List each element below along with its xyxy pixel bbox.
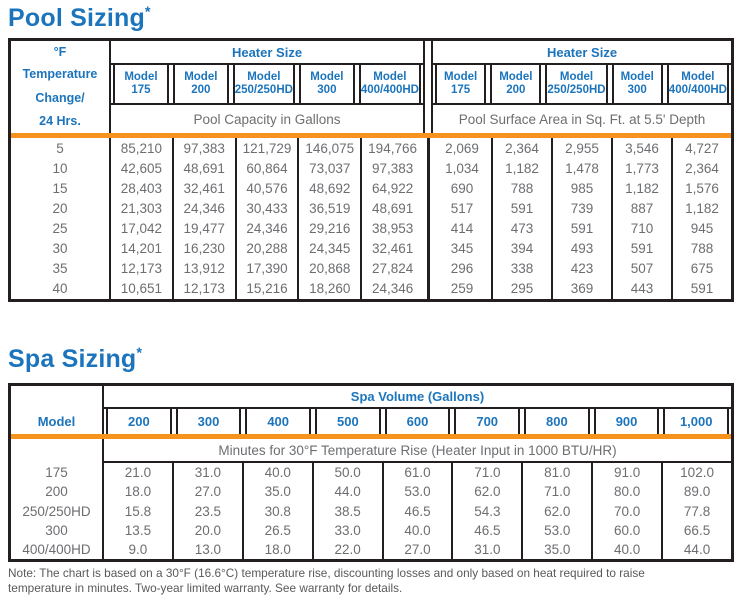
pool-corner-line-2: Temperature — [22, 67, 98, 81]
spa-title-asterisk: * — [136, 345, 143, 362]
spa-minute-value: 89.0 — [661, 482, 731, 501]
pool-title-asterisk: * — [144, 4, 151, 21]
model-label: Model — [184, 71, 218, 83]
spa-minute-value: 102.0 — [661, 463, 731, 482]
spa-minute-value: 26.5 — [242, 521, 312, 540]
spa-minute-value: 20.0 — [172, 521, 242, 540]
model-label: Model — [310, 71, 344, 83]
spa-minute-value: 61.0 — [382, 463, 452, 482]
pool-capacity-value: 18,260 — [297, 279, 360, 299]
model-label: Model — [247, 71, 281, 83]
spa-minute-cells — [104, 540, 731, 559]
model-label: Model — [559, 71, 594, 83]
spa-minute-value: 27.0 — [172, 482, 242, 501]
pool-table-row — [11, 219, 731, 239]
spa-volume-header-cell: 600 — [385, 409, 451, 434]
spa-minute-value: 71.0 — [451, 463, 521, 482]
pool-surface-cells — [433, 138, 731, 158]
spa-model-value: 400/400HD — [11, 540, 104, 559]
pool-capacity-value: 16,230 — [172, 239, 235, 259]
pool-surface-cells — [433, 198, 731, 218]
spa-minute-value: 38.5 — [312, 501, 382, 520]
model-header-cell — [113, 65, 169, 103]
pool-heater-size-header-left: Heater Size — [111, 41, 423, 65]
pool-table-header — [11, 41, 731, 133]
pool-capacity-value: 146,075 — [297, 138, 360, 158]
spa-volume-header-cell: 300 — [176, 409, 242, 434]
pool-table-body — [11, 138, 731, 299]
pool-temp-value: 25 — [11, 219, 111, 239]
pool-surface-cells — [433, 219, 731, 239]
pool-surface-value: 591 — [491, 198, 551, 218]
pool-surface-cells — [433, 158, 731, 178]
spa-minute-value: 91.0 — [591, 463, 661, 482]
model-header-cell — [667, 65, 729, 103]
pool-surface-value: 788 — [671, 239, 731, 259]
pool-corner-header — [11, 41, 111, 133]
model-label: Model — [443, 71, 478, 83]
pool-capacity-value: 64,922 — [360, 178, 423, 198]
spa-minutes-subheader: Minutes for 30°F Temperature Rise (Heater Input in 1000 BTU/HR) — [104, 439, 731, 463]
pool-capacity-value: 12,173 — [172, 279, 235, 299]
model-header-cell — [299, 65, 355, 103]
pool-model-row-right — [433, 65, 731, 103]
pool-table-row — [11, 259, 731, 279]
model-header-cell — [545, 65, 607, 103]
spa-minute-value: 66.5 — [661, 521, 731, 540]
spa-minute-value: 9.0 — [128, 541, 148, 557]
spa-volume-header-cell: 400 — [245, 409, 311, 434]
model-header-cell — [173, 65, 229, 103]
spa-minute-value: 80.0 — [591, 482, 661, 501]
spa-model-value: 175 — [11, 463, 104, 482]
spa-minute-value: 13.5 — [124, 522, 152, 538]
pool-surface-value: 2,364 — [491, 138, 551, 158]
pool-table-row — [11, 279, 731, 299]
pool-capacity-value: 32,461 — [172, 178, 235, 198]
spa-minute-value: 35.0 — [242, 482, 312, 501]
pool-surface-value: 1,182 — [671, 198, 731, 218]
spa-minute-value: 31.0 — [451, 540, 521, 559]
spa-minute-value: 53.0 — [521, 521, 591, 540]
pool-surface-value: 1,182 — [611, 178, 671, 198]
pool-capacity-value: 48,691 — [360, 198, 423, 218]
pool-capacity-value: 48,691 — [172, 158, 235, 178]
spa-corner-header — [11, 386, 104, 434]
spa-minute-value: 46.5 — [451, 521, 521, 540]
pool-capacity-cells — [111, 239, 423, 259]
spa-volume-header-cell: 200 — [106, 409, 172, 434]
spa-minute-value: 40.0 — [591, 540, 661, 559]
pool-table-row — [11, 158, 731, 178]
pool-heater-size-header-right: Heater Size — [433, 41, 731, 65]
spa-volume-row — [104, 409, 731, 434]
spa-minute-value: 46.5 — [382, 501, 452, 520]
pool-surface-value: 690 — [450, 180, 474, 196]
spa-minute-value: 44.0 — [661, 540, 731, 559]
model-number: 300 — [627, 84, 647, 96]
pool-capacity-value: 97,383 — [172, 138, 235, 158]
spa-minute-value: 81.0 — [521, 463, 591, 482]
spa-minute-value: 50.0 — [312, 463, 382, 482]
model-header-cell — [612, 65, 663, 103]
pool-surface-value: 945 — [671, 219, 731, 239]
pool-surface-value: 887 — [611, 198, 671, 218]
spa-model-value: 300 — [11, 521, 104, 540]
pool-surface-value: 369 — [551, 279, 611, 299]
pool-corner-line-1: °F — [53, 45, 67, 59]
pool-capacity-value: 73,037 — [297, 158, 360, 178]
model-header-cell — [359, 65, 421, 103]
pool-title-text: Pool Sizing — [8, 4, 145, 32]
spa-volume-header: Spa Volume (Gallons) — [104, 386, 731, 409]
pool-capacity-value: 20,868 — [297, 259, 360, 279]
spa-title-text: Spa Sizing — [8, 345, 137, 373]
pool-capacity-value: 27,824 — [360, 259, 423, 279]
spa-minute-value: 70.0 — [591, 501, 661, 520]
footnote: Note: The chart is based on a 30°F (16.6°C) temperature rise, discounting losses and only based on heat required to raise temperature in minutes. Two-year limited warranty. See warranty for details. — [8, 566, 645, 595]
pool-capacity-value: 12,173 — [120, 261, 163, 277]
pool-capacity-value: 38,953 — [360, 219, 423, 239]
pool-surface-value: 2,364 — [671, 158, 731, 178]
pool-table-row — [11, 138, 731, 158]
pool-surface-value: 1,576 — [671, 178, 731, 198]
pool-temp-value: 35 — [11, 259, 111, 279]
pool-surface-cells — [433, 239, 731, 259]
spa-volume-header-cell: 500 — [315, 409, 381, 434]
pool-capacity-value: 24,346 — [172, 198, 235, 218]
pool-capacity-cells — [111, 259, 423, 279]
spa-table-row — [11, 540, 731, 559]
group-divider-gap — [423, 41, 433, 133]
model-label: Model — [499, 71, 533, 83]
pool-capacity-value: 36,519 — [297, 198, 360, 218]
pool-capacity-value: 29,216 — [297, 219, 360, 239]
model-header-cell — [233, 65, 295, 103]
pool-table-row — [11, 178, 731, 198]
pool-capacity-cells — [111, 138, 423, 158]
spa-minute-value: 33.0 — [312, 521, 382, 540]
pool-capacity-cells — [111, 178, 423, 198]
pool-temp-value: 5 — [11, 138, 111, 158]
spa-minute-cells — [104, 521, 731, 540]
pool-sizing-table — [8, 38, 734, 302]
pool-capacity-subheader: Pool Capacity in Gallons — [111, 103, 423, 133]
pool-surface-value: 2,955 — [551, 138, 611, 158]
spa-minute-value: 60.0 — [591, 521, 661, 540]
spa-minute-value: 18.0 — [124, 484, 152, 500]
pool-surface-value: 1,034 — [445, 160, 479, 176]
model-header-cell — [490, 65, 541, 103]
spa-minute-value: 71.0 — [521, 482, 591, 501]
spa-model-value: 200 — [11, 482, 104, 501]
data-group-divider — [423, 219, 433, 239]
pool-capacity-value: 85,210 — [120, 140, 163, 156]
pool-surface-value: 1,478 — [551, 158, 611, 178]
pool-capacity-value: 21,303 — [120, 200, 163, 216]
pool-capacity-value: 30,433 — [235, 198, 298, 218]
pool-surface-value: 295 — [491, 279, 551, 299]
spa-table-row — [11, 521, 731, 540]
pool-surface-value: 591 — [671, 279, 731, 299]
pool-capacity-value: 48,692 — [297, 178, 360, 198]
pool-surface-value: 2,069 — [445, 140, 479, 156]
model-number: 400/400HD — [668, 84, 727, 96]
model-label: Model — [681, 71, 715, 83]
model-number: 175 — [451, 84, 471, 96]
data-group-divider — [423, 138, 433, 158]
spa-minute-value: 21.0 — [124, 465, 152, 481]
spa-minute-cells — [104, 501, 731, 520]
pool-capacity-group-header — [111, 41, 423, 133]
model-number: 250/250HD — [234, 84, 293, 96]
pool-header-groups — [111, 41, 731, 133]
pool-table-row — [11, 198, 731, 218]
pool-capacity-cells — [111, 158, 423, 178]
spa-minute-value: 40.0 — [382, 521, 452, 540]
spa-minute-value: 27.0 — [382, 540, 452, 559]
pool-table-row — [11, 239, 731, 259]
pool-surface-value: 788 — [491, 178, 551, 198]
spa-minute-value: 35.0 — [521, 540, 591, 559]
pool-temp-value: 40 — [11, 279, 111, 299]
pool-model-row-left — [111, 65, 423, 103]
pool-surface-value: 443 — [611, 279, 671, 299]
data-group-divider — [423, 158, 433, 178]
spa-minute-value: 23.5 — [172, 501, 242, 520]
pool-capacity-value: 17,390 — [235, 259, 298, 279]
pool-corner-line-3: Change/ — [35, 91, 85, 105]
data-group-divider — [423, 198, 433, 218]
spa-model-value: 250/250HD — [11, 501, 104, 520]
pool-capacity-cells — [111, 198, 423, 218]
pool-capacity-value: 17,042 — [120, 221, 163, 237]
spa-minute-value: 40.0 — [242, 463, 312, 482]
pool-capacity-value: 28,403 — [120, 180, 163, 196]
pool-corner-line-4: 24 Hrs. — [39, 114, 81, 128]
spa-minute-value: 31.0 — [172, 463, 242, 482]
spa-volume-header-cell: 1,000 — [663, 409, 729, 434]
spa-minute-value: 77.8 — [661, 501, 731, 520]
pool-surface-cells — [433, 279, 731, 299]
pool-surface-value: 591 — [611, 239, 671, 259]
pool-capacity-value: 19,477 — [172, 219, 235, 239]
spa-minute-value: 15.8 — [124, 503, 152, 519]
pool-surface-value: 345 — [450, 241, 474, 257]
spa-minutes-spacer — [11, 439, 104, 463]
pool-capacity-cells — [111, 219, 423, 239]
pool-surface-value: 423 — [551, 259, 611, 279]
pool-surface-cells — [433, 178, 731, 198]
spa-minute-value: 30.8 — [242, 501, 312, 520]
model-number: 175 — [131, 84, 151, 96]
pool-capacity-value: 13,912 — [172, 259, 235, 279]
pool-capacity-value: 24,346 — [235, 219, 298, 239]
model-number: 400/400HD — [360, 84, 419, 96]
spa-table-header — [11, 386, 731, 434]
model-header-cell — [435, 65, 486, 103]
pool-capacity-value: 14,201 — [120, 241, 163, 257]
model-label: Model — [373, 71, 407, 83]
pool-capacity-value: 194,766 — [360, 138, 423, 158]
pool-surface-cells — [433, 259, 731, 279]
spa-table-row — [11, 463, 731, 482]
spa-table-body — [11, 463, 731, 559]
spa-volume-header-cell: 800 — [524, 409, 590, 434]
pool-capacity-value: 121,729 — [235, 138, 298, 158]
spa-table-row — [11, 501, 731, 520]
data-group-divider — [423, 239, 433, 259]
model-number: 300 — [317, 84, 337, 96]
spa-minute-value: 18.0 — [242, 540, 312, 559]
model-label: Model — [124, 71, 158, 83]
spa-sizing-table — [8, 383, 734, 562]
pool-surface-subheader: Pool Surface Area in Sq. Ft. at 5.5' Depth — [433, 103, 731, 133]
pool-capacity-value: 60,864 — [235, 158, 298, 178]
spa-minute-cells — [104, 482, 731, 501]
pool-capacity-value: 42,605 — [120, 160, 163, 176]
pool-temp-value: 30 — [11, 239, 111, 259]
pool-surface-group-header — [433, 41, 731, 133]
pool-capacity-value: 15,216 — [235, 279, 298, 299]
pool-surface-value: 4,727 — [671, 138, 731, 158]
spa-volume-header-cell: 900 — [594, 409, 660, 434]
spa-minute-value: 22.0 — [312, 540, 382, 559]
pool-surface-value: 517 — [450, 200, 474, 216]
spa-minute-value: 53.0 — [382, 482, 452, 501]
spa-header-rows — [104, 386, 731, 434]
pool-surface-value: 1,773 — [611, 158, 671, 178]
spa-minute-value: 44.0 — [312, 482, 382, 501]
spa-minute-cells — [104, 463, 731, 482]
pool-surface-value: 675 — [671, 259, 731, 279]
pool-surface-value: 259 — [450, 281, 474, 297]
pool-surface-value: 710 — [611, 219, 671, 239]
pool-sizing-title — [8, 4, 151, 33]
model-number: 250/250HD — [547, 84, 606, 96]
pool-capacity-value: 97,383 — [360, 158, 423, 178]
pool-capacity-value: 10,651 — [120, 281, 163, 297]
spa-minute-value: 13.0 — [172, 540, 242, 559]
pool-surface-value: 493 — [551, 239, 611, 259]
pool-capacity-value: 24,346 — [360, 279, 423, 299]
spa-minute-value: 54.3 — [451, 501, 521, 520]
model-label: Model — [620, 71, 654, 83]
model-number: 200 — [191, 84, 211, 96]
pool-surface-value: 507 — [611, 259, 671, 279]
spa-minute-value: 62.0 — [451, 482, 521, 501]
model-number: 200 — [506, 84, 526, 96]
pool-surface-value: 473 — [491, 219, 551, 239]
data-group-divider — [423, 279, 433, 299]
pool-capacity-value: 40,576 — [235, 178, 298, 198]
pool-surface-value: 394 — [491, 239, 551, 259]
spa-volume-header-cell: 700 — [454, 409, 520, 434]
pool-surface-value: 739 — [551, 198, 611, 218]
pool-capacity-value: 20,288 — [235, 239, 298, 259]
data-group-divider — [423, 178, 433, 198]
pool-surface-value: 3,546 — [611, 138, 671, 158]
pool-surface-value: 985 — [551, 178, 611, 198]
spa-sizing-title — [8, 345, 142, 374]
pool-capacity-value: 24,345 — [297, 239, 360, 259]
pool-surface-value: 1,182 — [491, 158, 551, 178]
pool-capacity-value: 32,461 — [360, 239, 423, 259]
pool-temp-value: 20 — [11, 198, 111, 218]
spa-table-row — [11, 482, 731, 501]
spa-minutes-row — [11, 439, 731, 463]
spa-model-column-label: Model — [37, 414, 76, 429]
pool-surface-value: 591 — [551, 219, 611, 239]
pool-surface-value: 296 — [450, 261, 474, 277]
data-group-divider — [423, 259, 433, 279]
pool-temp-value: 15 — [11, 178, 111, 198]
spa-minute-value: 62.0 — [521, 501, 591, 520]
pool-surface-value: 414 — [450, 221, 474, 237]
pool-surface-value: 338 — [491, 259, 551, 279]
pool-capacity-cells — [111, 279, 423, 299]
pool-temp-value: 10 — [11, 158, 111, 178]
